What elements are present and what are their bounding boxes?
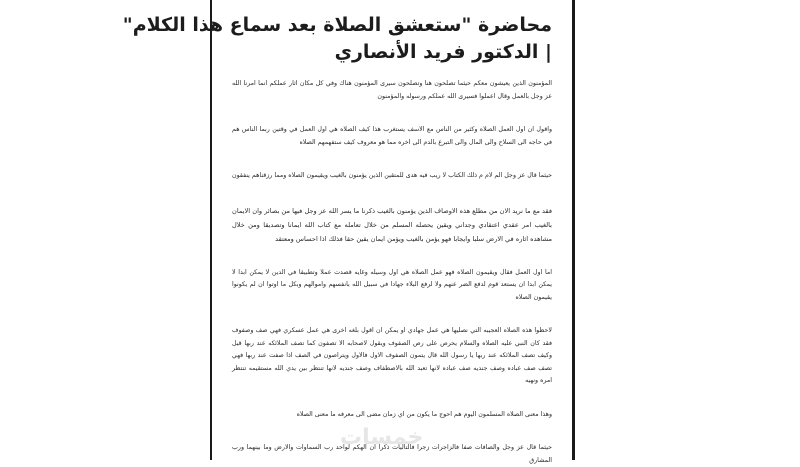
- paragraph: اما اول العمل فقال ويقيمون الصلاه فهو عمل الصلاه هي اول وسيله وغايه قصدت عملا وتطبيقا في الدين لا يمكن ابدا لا يمكن ابدا ان يستعد قوم لدفع الضر عنهم ولا لرفع البلاء جهادا في سبيل الله بانفسهم واموالهم وبكل ما اوتوا ان لم يكونوا يقيمون الصلاه: [232, 268, 552, 301]
- paragraph: لاحظوا هذه الصلاه العجيبه التي نصليها هي عمل جهادي او يمكن ان اقول بلغه اخرى هي عمل عسكري فهي صف وصفوف فقد كان النبي عليه الصلاه والسلام يحرص على رص الصفوف ويقول لاصحابه الا تصفون كما تصف الملائكه عند ربها قيل وكيف تصف الملائكه عند ربها يا رسول الله قال يتمون الصفوف الاول فالاول ويتراصون في الصف اذا صفت عند ربها فهي تصف صف عباده وصف جنديه صف عباده لانها تعبد الله بالاصطفاف وصف جنديه لانها تنتظر بين يدي الله مستقيمه تنتظر امره ونهيه: [232, 327, 552, 384]
- paragraph: حيثما قال عز وجل والصافات صفا فالزاجرات زجرا فالتاليات ذكرا ان الهكم لواحد رب السماوات والارض وما بينهما ورب المشارق: [232, 444, 552, 464]
- title-line-2: | الدكتور فريد الأنصاري: [334, 41, 552, 63]
- title-line-1: محاضرة "ستعشق الصلاة بعد سماع هذا الكلام": [122, 14, 552, 36]
- paragraph: حيثما قال عز وجل الم لام م ذلك الكتاب لا ريب فيه هدى للمتقين الذين يؤمنون بالغيب ويقيمون الصلاه ومما رزقناهم ينفقون: [232, 172, 552, 179]
- document-page: [122, 0, 575, 464]
- article-body: [232, 78, 552, 467]
- watermark-logo: خمسات: [340, 425, 424, 450]
- paragraph: وهذا معنى الصلاه المسلمون اليوم هم احوج ما يكون من اي زمان مضى الى معرفه ما معنى الصلاه: [296, 410, 552, 418]
- paragraph: واقول ان اول العمل الصلاه وكثير من الناس مع الاسف يستغرب هذا كيف الصلاه هي اول العمل في وقتين ربما الناس هم في حاجه الى السلاح والى المال والى التبرع بالدم الى اخره مما هو معروف كيف ستفهمهم الصلاه: [232, 126, 552, 146]
- paragraph: فقد مع ما نريد الان من مطلع هذه الاوصاف الذين يؤمنون بالغيب ذكرنا ما يسر الله عز وجل فيها من بصائر وان الايمان بالغيب امر عقدي اعتقادي وجداني ويقين يحصله المسلم من خلال تعامله مع كتاب الله ايمانا وتصديقا ومن خلال مشاهده اثاره في الارض سلبا وايجابا فهو يؤمن بالغيب ويؤمن ايمان يقين حقا فذلك اذا احساس ومعتقد: [232, 206, 552, 243]
- page-title: [122, 12, 552, 66]
- paragraph: المؤمنون الذين يعيشون معكم حيثما تصلحون هنا وتصلحون سيرى المؤمنون هناك وفي كل مكان اثار عملكم انما امرنا الله عز وجل بالعمل وقال اعملوا فسيرى الله عملكم ورسوله والمؤمنون: [232, 80, 552, 100]
